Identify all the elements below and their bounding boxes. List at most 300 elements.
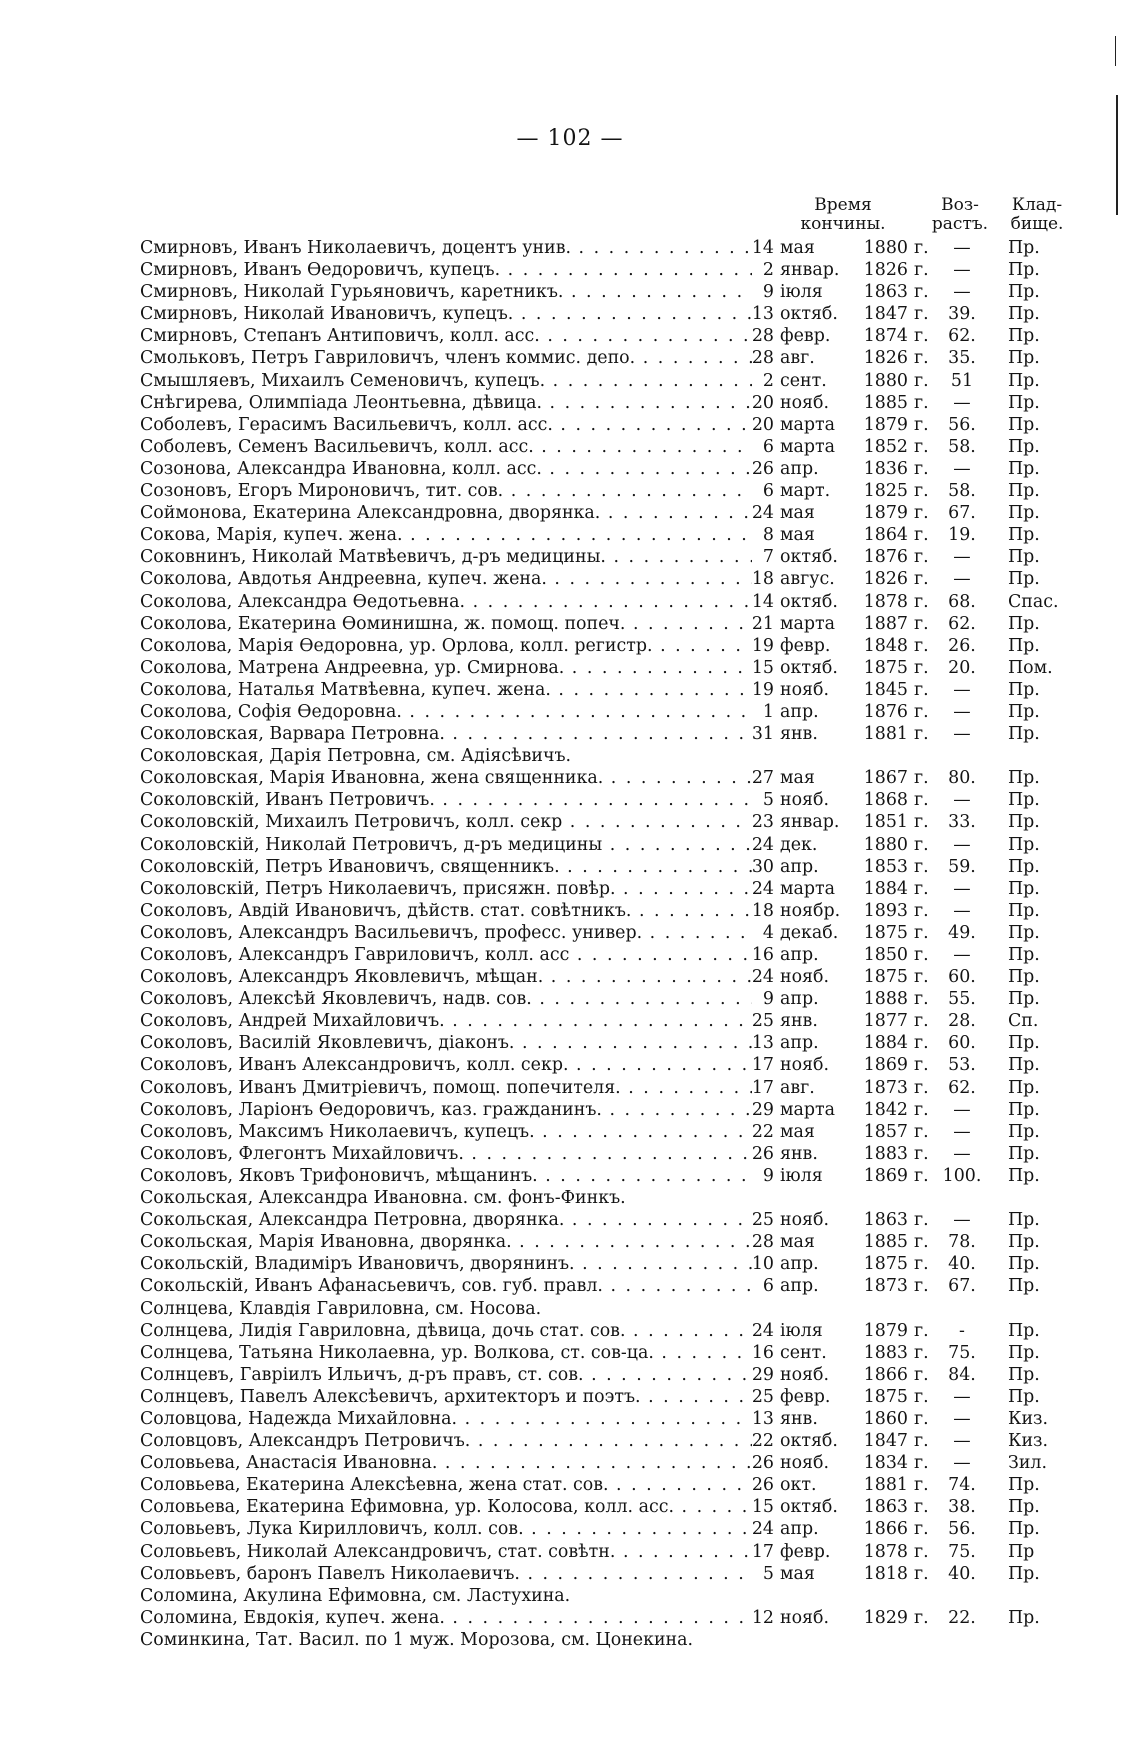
table-row bbox=[140, 1209, 1080, 1231]
entry-age: 56. bbox=[948, 1519, 976, 1540]
entry-cemetery: Пр. bbox=[1008, 1320, 1040, 1341]
entry-name: Созоновъ, Егоръ Мироновичъ, тит. сов. . . . bbox=[140, 480, 752, 502]
entry-month: сент. bbox=[780, 1342, 827, 1363]
entry-cemetery: Пр. bbox=[1008, 569, 1040, 590]
entry-cemetery: Пр. bbox=[1008, 989, 1040, 1010]
table-row bbox=[140, 1275, 1080, 1297]
entry-year-suffix: г. bbox=[914, 481, 929, 502]
entry-name: Соколовъ, Ларіонъ Өедоровичъ, каз. гражданинъ. . . . bbox=[140, 1099, 752, 1121]
entry-year: 1893 bbox=[863, 900, 908, 921]
table-row bbox=[140, 524, 1080, 546]
entry-name: Соловьевъ, баронъ Павелъ Николаевичъ. . . . bbox=[140, 1563, 752, 1585]
entry-age: 40. bbox=[948, 1254, 976, 1275]
entry-age: 56. bbox=[948, 414, 976, 435]
table-row bbox=[140, 237, 1080, 259]
entry-year-suffix: г. bbox=[914, 1408, 929, 1429]
entry-year: 1842 bbox=[863, 1099, 908, 1120]
entry-year: 1878 bbox=[863, 591, 908, 612]
entry-month: нояб. bbox=[780, 967, 830, 988]
entry-cemetery: Пр. bbox=[1008, 1563, 1040, 1584]
entry-age: — bbox=[953, 1121, 971, 1142]
entry-year: 1829 bbox=[863, 1607, 908, 1628]
entry-name: Смирновъ, Иванъ Өедоровичъ, купецъ. . . . bbox=[140, 259, 752, 281]
entry-month: нояб. bbox=[780, 392, 830, 413]
entry-cemetery: Пр. bbox=[1008, 856, 1040, 877]
entry-age: 58. bbox=[948, 481, 976, 502]
table-row bbox=[140, 1165, 1080, 1187]
header-time-line1: Время bbox=[814, 195, 872, 215]
entry-day: 24 bbox=[751, 834, 774, 855]
header-age-line2: растъ. bbox=[931, 214, 989, 234]
entry-month: октяб. bbox=[780, 1431, 838, 1452]
header-cemetery-line1: Клад- bbox=[1011, 195, 1063, 215]
entry-year: 1880 bbox=[863, 238, 908, 258]
entry-year: 1826 bbox=[863, 260, 908, 281]
entry-month: іюля bbox=[780, 1165, 823, 1186]
entry-cemetery: Пр. bbox=[1008, 1099, 1040, 1120]
entry-month: янв. bbox=[780, 1408, 818, 1429]
table-row bbox=[140, 922, 1080, 944]
entry-age: — bbox=[953, 790, 971, 811]
entry-year-suffix: г. bbox=[914, 724, 929, 745]
entry-day: 10 bbox=[751, 1254, 774, 1275]
entry-month: апр. bbox=[780, 1519, 819, 1540]
table-row bbox=[140, 944, 1080, 966]
entry-month: апр. bbox=[780, 458, 819, 479]
entry-name: Соловьевъ, Лука Кирилловичъ, колл. сов. . . . bbox=[140, 1518, 752, 1540]
header-age-line1: Воз- bbox=[941, 195, 979, 215]
entry-month: нояб. bbox=[780, 679, 830, 700]
entry-age: — bbox=[953, 679, 971, 700]
entry-year-suffix: г. bbox=[914, 679, 929, 700]
table-row bbox=[140, 1563, 1080, 1585]
entry-year-suffix: г. bbox=[914, 1320, 929, 1341]
entry-month: іюля bbox=[780, 282, 823, 303]
entry-name: Соковнинъ, Николай Матвѣевичъ, д-ръ медицины. . . . bbox=[140, 546, 752, 568]
entry-month: сент. bbox=[780, 370, 827, 391]
entry-year: 1860 bbox=[863, 1408, 908, 1429]
entry-name: Соколова, Марія Өедоровна, ур. Орлова, колл. регистр. . . . bbox=[140, 635, 752, 657]
table-row bbox=[140, 701, 1080, 723]
entry-day: 17 bbox=[751, 1541, 774, 1562]
entry-year-suffix: г. bbox=[914, 1210, 929, 1231]
entry-month: мая bbox=[780, 503, 815, 524]
entry-month: апр. bbox=[780, 989, 819, 1010]
entry-age: — bbox=[953, 1408, 971, 1429]
entry-year-suffix: г. bbox=[914, 1475, 929, 1496]
entry-year-suffix: г. bbox=[914, 414, 929, 435]
entry-month: дек. bbox=[780, 834, 818, 855]
entry-name: Соловьева, Екатерина Алексѣевна, жена стат. сов. . . . bbox=[140, 1474, 752, 1496]
entry-name: Смирновъ, Николай Гурьяновичъ, каретникъ. . . . bbox=[140, 281, 752, 303]
entry-day: 30 bbox=[751, 856, 774, 877]
entry-year-suffix: г. bbox=[914, 1121, 929, 1142]
entry-age: — bbox=[953, 458, 971, 479]
entry-age: - bbox=[959, 1320, 965, 1341]
entry-year-suffix: г. bbox=[914, 1563, 929, 1584]
entry-name: Соболевъ, Семенъ Васильевичъ, колл. асс. . . . bbox=[140, 436, 752, 458]
entry-day: 9 bbox=[762, 282, 774, 303]
entry-age: — bbox=[953, 945, 971, 965]
entry-age: — bbox=[953, 1431, 971, 1452]
entry-month: марта bbox=[780, 1099, 836, 1120]
entry-name: Соловьева, Екатерина Ефимовна, ур. Колосова, колл. асс. . . . bbox=[140, 1496, 752, 1518]
entry-year-suffix: г. bbox=[914, 282, 929, 303]
entry-year: 1857 bbox=[863, 1121, 908, 1142]
entry-cemetery: Пр. bbox=[1008, 436, 1040, 457]
entry-year-suffix: г. bbox=[914, 569, 929, 590]
entry-age: — bbox=[953, 701, 971, 722]
entry-month: мая bbox=[780, 768, 815, 789]
entry-name: Соломина, Евдокія, купеч. жена. . . . bbox=[140, 1607, 752, 1629]
entry-cemetery: Пр. bbox=[1008, 1497, 1040, 1518]
entry-year: 1881 bbox=[863, 724, 908, 745]
entry-day: 4 bbox=[762, 922, 774, 943]
entry-name: Соломина, Акулина Ефимовна, см. Ластухина. bbox=[140, 1585, 571, 1606]
entry-day: 26 bbox=[751, 1453, 774, 1474]
entry-day: 18 bbox=[751, 569, 774, 590]
entry-cemetery: Спас. bbox=[1008, 591, 1059, 612]
entry-day: 14 bbox=[751, 591, 774, 612]
margin-rule-small bbox=[1115, 36, 1116, 66]
entry-month: ноябр. bbox=[780, 900, 841, 921]
entry-cemetery: Пр. bbox=[1008, 1033, 1040, 1054]
entry-day: 13 bbox=[751, 1408, 774, 1429]
entry-year-suffix: г. bbox=[914, 1497, 929, 1518]
entry-age: — bbox=[953, 1210, 971, 1231]
table-row bbox=[140, 1474, 1080, 1496]
entry-cemetery: Пр. bbox=[1008, 878, 1040, 899]
column-headers bbox=[0, 196, 1140, 240]
entry-name: Солнцевъ, Павелъ Алексѣевичъ, архитекторъ и поэтъ. . . . bbox=[140, 1386, 752, 1408]
entry-day: 24 bbox=[751, 967, 774, 988]
entry-month: нояб. bbox=[780, 1453, 830, 1474]
entry-name: Сокольскій, Иванъ Афанасьевичъ, сов. губ. правл. . . . bbox=[140, 1275, 752, 1297]
entry-day: 29 bbox=[751, 1364, 774, 1385]
entry-year-suffix: г. bbox=[914, 591, 929, 612]
entry-day: 28 bbox=[751, 326, 774, 347]
entry-day: 24 bbox=[751, 1320, 774, 1341]
table-row bbox=[140, 966, 1080, 988]
entry-month: февр. bbox=[780, 1386, 831, 1407]
entry-cemetery: Киз. bbox=[1008, 1408, 1049, 1429]
entry-age: 67. bbox=[948, 1276, 976, 1297]
entry-name: Солнцева, Лидія Гавриловна, дѣвица, дочь стат. сов. . . . bbox=[140, 1320, 752, 1342]
table-row bbox=[140, 1121, 1080, 1143]
entry-name: Сокольская, Марія Ивановна, дворянка. . . . bbox=[140, 1231, 752, 1253]
table-row bbox=[140, 1541, 1080, 1563]
entry-cemetery: Пр. bbox=[1008, 414, 1040, 435]
entry-name: Соколовъ, Алексѣй Яковлевичъ, надв. сов. . . . bbox=[140, 988, 752, 1010]
entry-year-suffix: г. bbox=[914, 1607, 929, 1628]
entry-month: мая bbox=[780, 1121, 815, 1142]
entry-year-suffix: г. bbox=[914, 856, 929, 877]
entry-name: Соколова, Александра Өедотьевна. . . . bbox=[140, 591, 752, 613]
table-row bbox=[140, 1099, 1080, 1121]
entry-year: 1888 bbox=[863, 989, 908, 1010]
table-row bbox=[140, 480, 1080, 502]
entry-cemetery: Пр. bbox=[1008, 260, 1040, 281]
entry-month: апр. bbox=[780, 1254, 819, 1275]
table-row bbox=[140, 1010, 1080, 1032]
entry-month: нояб. bbox=[780, 1364, 830, 1385]
entry-year-suffix: г. bbox=[914, 436, 929, 457]
entry-day: 20 bbox=[751, 392, 774, 413]
entry-name: Сокольская, Александра Петровна, дворянка. . . . bbox=[140, 1209, 752, 1231]
entry-name: Сокова, Марія, купеч. жена. . . . bbox=[140, 524, 752, 546]
entry-day: 28 bbox=[751, 1232, 774, 1253]
table-row bbox=[140, 1585, 1080, 1607]
entry-day: 7 bbox=[762, 547, 774, 568]
entry-year: 1879 bbox=[863, 503, 908, 524]
entry-month: марта bbox=[780, 436, 836, 457]
entry-age: 62. bbox=[948, 1077, 976, 1098]
entry-year: 1850 bbox=[863, 945, 908, 965]
entry-year: 1883 bbox=[863, 1342, 908, 1363]
entry-name: Соколова, Авдотья Андреевна, купеч. жена. . . . bbox=[140, 568, 752, 590]
entry-year: 1875 bbox=[863, 967, 908, 988]
entry-year: 1875 bbox=[863, 657, 908, 678]
entry-age: 59. bbox=[948, 856, 976, 877]
entry-age: 35. bbox=[948, 348, 976, 369]
entry-year: 1884 bbox=[863, 1033, 908, 1054]
entry-day: 16 bbox=[751, 1342, 774, 1363]
entry-cemetery: Пр. bbox=[1008, 1077, 1040, 1098]
table-row bbox=[140, 1187, 1080, 1209]
entry-month: мая bbox=[780, 1232, 815, 1253]
entry-year-suffix: г. bbox=[914, 1519, 929, 1540]
entry-day: 22 bbox=[751, 1431, 774, 1452]
table-row bbox=[140, 988, 1080, 1010]
table-row bbox=[140, 1077, 1080, 1099]
entry-year-suffix: г. bbox=[914, 812, 929, 833]
entry-cemetery: Пр. bbox=[1008, 1276, 1040, 1297]
entry-cemetery: Сп. bbox=[1008, 1011, 1039, 1032]
entry-year: 1866 bbox=[863, 1519, 908, 1540]
entry-age: 84. bbox=[948, 1364, 976, 1385]
entry-day: 22 bbox=[751, 1121, 774, 1142]
entry-cemetery: Пр. bbox=[1008, 1607, 1040, 1628]
entry-year-suffix: г. bbox=[914, 525, 929, 546]
entry-month: нояб. bbox=[780, 1210, 830, 1231]
entry-day: 26 bbox=[751, 1475, 774, 1496]
entry-year-suffix: г. bbox=[914, 790, 929, 811]
entry-cemetery: Зил. bbox=[1008, 1453, 1048, 1474]
entry-year: 1876 bbox=[863, 701, 908, 722]
table-row bbox=[140, 1298, 1080, 1320]
entry-day: 20 bbox=[751, 414, 774, 435]
entry-year-suffix: г. bbox=[914, 1386, 929, 1407]
entry-cemetery: Пр. bbox=[1008, 812, 1040, 833]
entry-age: 67. bbox=[948, 503, 976, 524]
table-row bbox=[140, 878, 1080, 900]
entry-day: 15 bbox=[751, 657, 774, 678]
entry-month: марта bbox=[780, 613, 836, 634]
entry-year-suffix: г. bbox=[914, 989, 929, 1010]
entry-month: декаб. bbox=[780, 922, 839, 943]
entry-month: март. bbox=[780, 481, 831, 502]
table-row bbox=[140, 370, 1080, 392]
entry-name: Смирновъ, Николай Ивановичъ, купецъ. . . . bbox=[140, 303, 752, 325]
entry-month: январ. bbox=[780, 260, 840, 281]
entry-day: 17 bbox=[751, 1077, 774, 1098]
entry-age: 58. bbox=[948, 436, 976, 457]
entry-age: 53. bbox=[948, 1055, 976, 1076]
entry-year-suffix: г. bbox=[914, 326, 929, 347]
entry-name: Соколова, Матрена Андреевна, ур. Смирнова. . . . bbox=[140, 657, 752, 679]
table-row bbox=[140, 546, 1080, 568]
table-row bbox=[140, 1629, 1080, 1651]
table-row bbox=[140, 1342, 1080, 1364]
entry-name: Соколова, Екатерина Өоминишна, ж. помощ. попеч. . . . bbox=[140, 613, 752, 635]
header-time bbox=[778, 196, 908, 234]
entry-day: 28 bbox=[751, 348, 774, 369]
entry-day: 2 bbox=[762, 370, 774, 391]
entry-name: Созонова, Александра Ивановна, колл. асс. . . . bbox=[140, 458, 752, 480]
entry-cemetery: Пр. bbox=[1008, 525, 1040, 546]
entry-age: — bbox=[953, 569, 971, 590]
table-row bbox=[140, 1408, 1080, 1430]
entry-year: 1847 bbox=[863, 1431, 908, 1452]
entry-cemetery: Пр. bbox=[1008, 1364, 1040, 1385]
entry-cemetery: Пр. bbox=[1008, 392, 1040, 413]
entry-year: 1879 bbox=[863, 414, 908, 435]
entry-age: 60. bbox=[948, 967, 976, 988]
entry-year-suffix: г. bbox=[914, 547, 929, 568]
entry-year-suffix: г. bbox=[914, 392, 929, 413]
entry-cemetery: Пр. bbox=[1008, 1475, 1040, 1496]
entry-age: — bbox=[953, 1386, 971, 1407]
entry-year: 1818 bbox=[863, 1563, 908, 1584]
entry-cemetery: Пр. bbox=[1008, 503, 1040, 524]
entry-name: Соколовскій, Михаилъ Петровичъ, колл. секр . . . bbox=[140, 811, 752, 833]
entry-year: 1868 bbox=[863, 790, 908, 811]
entry-name: Смирновъ, Степанъ Антиповичъ, колл. асс. . . . bbox=[140, 325, 752, 347]
entry-year-suffix: г. bbox=[914, 1342, 929, 1363]
entry-cemetery: Пр. bbox=[1008, 834, 1040, 855]
entry-cemetery: Пр. bbox=[1008, 1055, 1040, 1076]
entry-day: 29 bbox=[751, 1099, 774, 1120]
entry-name: Соколовскій, Петръ Ивановичъ, священникъ. . . . bbox=[140, 856, 752, 878]
entry-name: Соколовъ, Яковъ Трифоновичъ, мѣщанинъ. . . . bbox=[140, 1165, 752, 1187]
entry-month: янв. bbox=[780, 1143, 818, 1164]
entry-year-suffix: г. bbox=[914, 348, 929, 369]
table-row bbox=[140, 613, 1080, 635]
entry-year: 1873 bbox=[863, 1276, 908, 1297]
entry-year-suffix: г. bbox=[914, 370, 929, 391]
entry-name: Соловцова, Надежда Михайловна. . . . bbox=[140, 1408, 752, 1430]
entry-age: 60. bbox=[948, 1033, 976, 1054]
entry-year: 1834 bbox=[863, 1453, 908, 1474]
entry-year: 1876 bbox=[863, 547, 908, 568]
entry-month: февр. bbox=[780, 635, 831, 656]
entry-year: 1836 bbox=[863, 458, 908, 479]
table-row bbox=[140, 635, 1080, 657]
entry-day: 24 bbox=[751, 1519, 774, 1540]
table-row bbox=[140, 745, 1080, 767]
entry-year-suffix: г. bbox=[914, 945, 929, 965]
entry-cemetery: Пр. bbox=[1008, 679, 1040, 700]
entry-age: — bbox=[953, 547, 971, 568]
header-time-line2: кончины. bbox=[800, 214, 886, 234]
entry-year: 1825 bbox=[863, 481, 908, 502]
table-row bbox=[140, 1032, 1080, 1054]
entry-year: 1851 bbox=[863, 812, 908, 833]
entry-cemetery: Пр. bbox=[1008, 282, 1040, 303]
entry-year: 1885 bbox=[863, 392, 908, 413]
table-row bbox=[140, 502, 1080, 524]
entry-day: 6 bbox=[762, 481, 774, 502]
entry-name: Соколовъ, Авдій Ивановичъ, дѣйств. стат. совѣтникъ. . . . bbox=[140, 900, 752, 922]
entry-age: — bbox=[953, 900, 971, 921]
entry-year: 1875 bbox=[863, 1254, 908, 1275]
entry-age: — bbox=[953, 238, 971, 258]
entry-year: 1863 bbox=[863, 1497, 908, 1518]
entry-month: мая bbox=[780, 525, 815, 546]
entry-year-suffix: г. bbox=[914, 1011, 929, 1032]
entry-month: апр. bbox=[780, 856, 819, 877]
table-row bbox=[140, 1320, 1080, 1342]
entry-year-suffix: г. bbox=[914, 1254, 929, 1275]
entry-month: октяб. bbox=[780, 304, 838, 325]
entry-day: 13 bbox=[751, 304, 774, 325]
entry-day: 31 bbox=[751, 724, 774, 745]
entry-year: 1826 bbox=[863, 569, 908, 590]
entry-month: апр. bbox=[780, 1033, 819, 1054]
entry-year: 1863 bbox=[863, 282, 908, 303]
entry-age: 20. bbox=[948, 657, 976, 678]
entry-name: Сокольская, Александра Ивановна. см. фонъ-Финкъ. bbox=[140, 1188, 626, 1209]
entry-year-suffix: г. bbox=[914, 613, 929, 634]
table-row bbox=[140, 1452, 1080, 1474]
table-row bbox=[140, 325, 1080, 347]
header-cemetery bbox=[998, 196, 1076, 234]
entry-year: 1864 bbox=[863, 525, 908, 546]
entry-year: 1875 bbox=[863, 922, 908, 943]
entry-name: Соколовская, Варвара Петровна. . . . bbox=[140, 723, 752, 745]
entry-age: 62. bbox=[948, 613, 976, 634]
table-row bbox=[140, 1054, 1080, 1076]
entry-month: апр. bbox=[780, 1276, 819, 1297]
entry-cemetery: Пом. bbox=[1008, 657, 1053, 678]
entry-year: 1881 bbox=[863, 1475, 908, 1496]
table-row bbox=[140, 458, 1080, 480]
entry-day: 14 bbox=[751, 238, 774, 258]
entry-year-suffix: г. bbox=[914, 1055, 929, 1076]
entry-year: 1884 bbox=[863, 878, 908, 899]
entry-day: 19 bbox=[751, 635, 774, 656]
entry-day: 27 bbox=[751, 768, 774, 789]
entry-age: 19. bbox=[948, 525, 976, 546]
entry-cemetery: Пр. bbox=[1008, 922, 1040, 943]
entry-year: 1826 bbox=[863, 348, 908, 369]
entry-year-suffix: г. bbox=[914, 768, 929, 789]
entry-age: 38. bbox=[948, 1497, 976, 1518]
entry-name: Соколовъ, Александръ Васильевичъ, професс. универ. . . . bbox=[140, 922, 752, 944]
entry-age: 68. bbox=[948, 591, 976, 612]
entry-name: Соколовъ, Флегонтъ Михайловичъ. . . . bbox=[140, 1143, 752, 1165]
entry-year: 1879 bbox=[863, 1320, 908, 1341]
entry-month: авгус. bbox=[780, 569, 835, 590]
table-row bbox=[140, 811, 1080, 833]
header-cemetery-line2: бище. bbox=[1010, 214, 1064, 234]
entry-age: — bbox=[953, 834, 971, 855]
entry-day: 8 bbox=[762, 525, 774, 546]
entry-year: 1878 bbox=[863, 1541, 908, 1562]
entry-year-suffix: г. bbox=[914, 657, 929, 678]
entry-cemetery: Пр. bbox=[1008, 1519, 1040, 1540]
entry-month: февр. bbox=[780, 1541, 831, 1562]
